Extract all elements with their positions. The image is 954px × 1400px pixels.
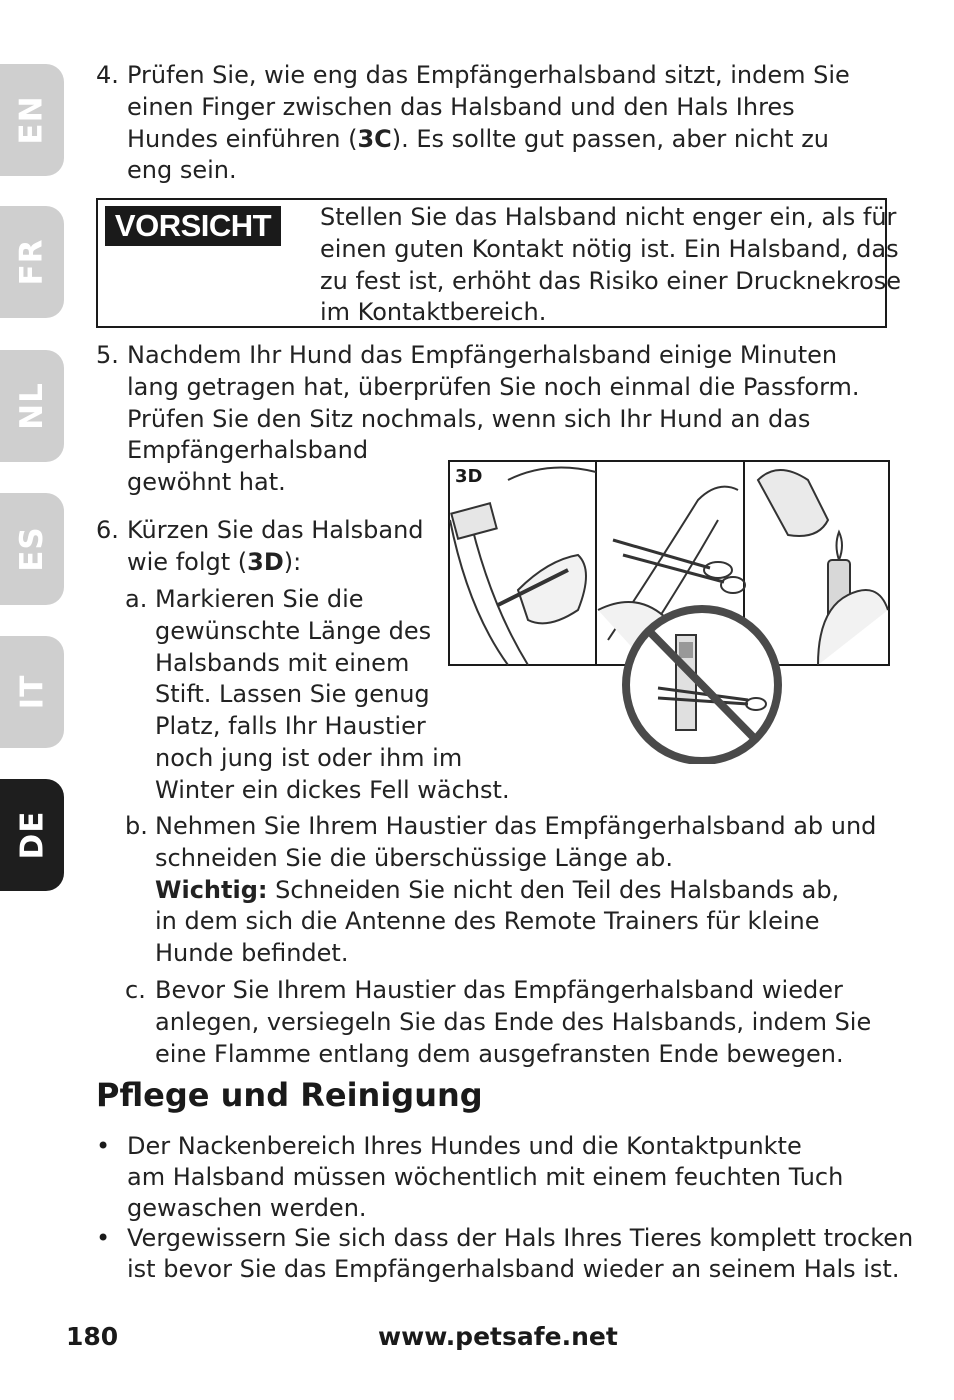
bullet-symbol: •	[96, 1132, 111, 1160]
bullet-item: Vergewissern Sie sich dass der Hals Ihres Tieres komplett trocken ist bevor Sie das Empfängerhalsband wieder an seinem Hals ist.	[127, 1224, 914, 1283]
figure-3d	[448, 460, 890, 764]
collar-trimming-illustration	[448, 460, 890, 764]
bullet-symbol: •	[96, 1224, 111, 1252]
important-label: Wichtig:	[155, 875, 268, 904]
step-6-number: 6.	[96, 516, 119, 544]
sub-a-letter: a.	[125, 585, 148, 613]
do-not-cut-antenna-icon	[626, 609, 778, 761]
step-5-text: Nachdem Ihr Hund das Empfängerhalsband einige Minuten lang getragen hat, überprüfen Sie noch einmal die Passform. Prüfen Sie den Sitz nochmals, wenn sich Ihr Hund an das Empfängerhalsband gewöhnt hat.	[127, 341, 860, 497]
caution-label: VORSICHT	[105, 206, 281, 246]
sub-b-text: Nehmen Sie Ihrem Haustier das Empfängerhalsband ab und schneiden Sie die überschüssige Länge ab. Wichtig: Schneiden Sie nicht den Teil des Halsbands ab, in dem sich die Antenne des Remote Trainers für kleine Hunde befindet.	[155, 812, 877, 968]
bullet-item: Der Nackenbereich Ihres Hundes und die Kontaktpunkte am Halsband müssen wöchentlich mit einem feuchten Tuch gewaschen werden.	[127, 1132, 844, 1222]
caution-text: Stellen Sie das Halsband nicht enger ein, als für einen guten Kontakt nötig ist. Ein Halsband, das zu fest ist, erhöht das Risiko einer Drucknekrose im Kontaktbereich.	[320, 203, 902, 327]
tab-nl[interactable]: NL	[0, 350, 64, 462]
figure-label: 3D	[455, 466, 483, 487]
tab-en[interactable]: EN	[0, 64, 64, 176]
sub-c-letter: c.	[125, 976, 146, 1004]
step-4-text: Prüfen Sie, wie eng das Empfängerhalsband sitzt, indem Sie einen Finger zwischen das Halsband und den Hals Ihres Hundes einführen (3C). Es sollte gut passen, aber nicht zu eng sein.	[127, 61, 850, 185]
step-4-number: 4.	[96, 61, 119, 89]
step-5-number: 5.	[96, 341, 119, 369]
tab-it[interactable]: IT	[0, 636, 64, 748]
tab-de[interactable]: DE	[0, 779, 64, 891]
section-heading: Pflege und Reinigung	[96, 1076, 483, 1114]
website-link[interactable]: www.petsafe.net	[378, 1322, 618, 1351]
sub-b-letter: b.	[125, 812, 148, 840]
tab-fr[interactable]: FR	[0, 206, 64, 318]
step-6-text: Kürzen Sie das Halsband wie folgt (3D):	[127, 516, 424, 576]
sub-c-text: Bevor Sie Ihrem Haustier das Empfängerhalsband wieder anlegen, versiegeln Sie das Ende des Halsbands, indem Sie eine Flamme entlang dem ausgefransten Ende bewegen.	[155, 976, 872, 1068]
page-number: 180	[66, 1322, 119, 1351]
tab-es[interactable]: ES	[0, 493, 64, 605]
sub-a-text: Markieren Sie die gewünschte Länge des Halsbands mit einem Stift. Lassen Sie genug Platz, falls Ihr Haustier noch jung ist oder ihm im Winter ein dickes Fell wächst.	[155, 585, 510, 804]
